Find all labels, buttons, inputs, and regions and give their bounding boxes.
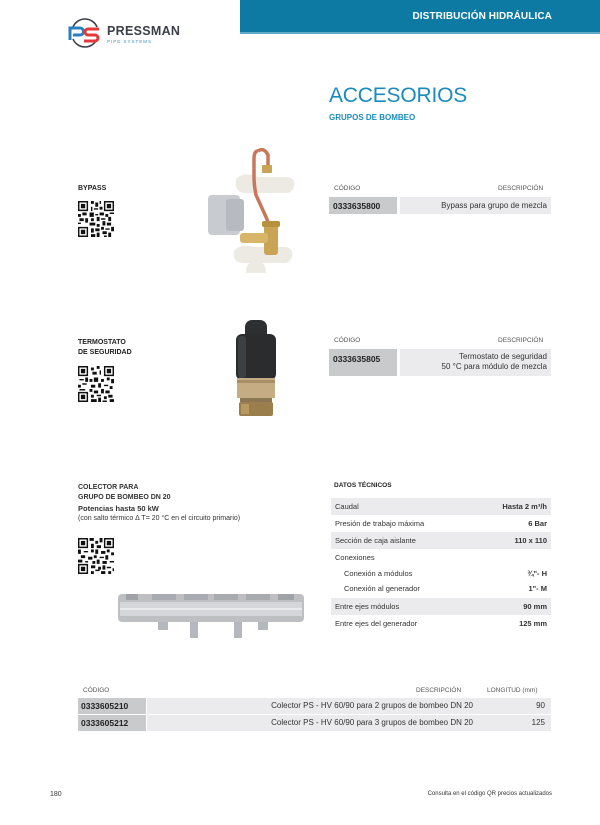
- qr-code-icon[interactable]: [78, 538, 114, 574]
- code-column-header: CÓDIGO: [334, 337, 361, 344]
- tech-data-label: Conexión a módulos: [344, 569, 413, 578]
- tech-data-label: Sección de caja aislante: [335, 536, 416, 545]
- collector-power: Potencias hasta 50 kW: [78, 504, 159, 513]
- bypass-label: BYPASS: [78, 185, 107, 192]
- thermostat-label-line2: DE SEGURIDAD: [78, 349, 132, 356]
- description-column-header: DESCRIPCIÓN: [416, 687, 462, 694]
- tech-data-row: [331, 549, 551, 566]
- product-code: 0333635800: [329, 197, 397, 214]
- tech-data-label: Entre ejes módulos: [335, 602, 400, 611]
- thermostat-image: [226, 318, 286, 420]
- tech-data-label: Caudal: [335, 502, 359, 511]
- tech-data-title: DATOS TÉCNICOS: [334, 482, 392, 489]
- page-subtitle: GRUPOS DE BOMBEO: [329, 113, 416, 122]
- code-column-header: CÓDIGO: [334, 185, 361, 192]
- collector-label-line2: GRUPO DE BOMBEO DN 20: [78, 494, 171, 501]
- brand-name: PRESSMAN: [107, 24, 181, 38]
- section-title: DISTRIBUCIÓN HIDRÁULICA: [412, 11, 552, 22]
- tech-data-value: ¾"- H: [527, 569, 547, 578]
- tech-data-value: 110 x 110: [514, 536, 547, 545]
- product-description: Colector PS - HV 60/90 para 2 grupos de bombeo DN 20: [271, 701, 473, 710]
- thermostat-label-line1: TERMOSTATO: [78, 339, 126, 346]
- tech-data-label: Conexión al generador: [344, 584, 420, 593]
- description-line1: Termostato de seguridad: [458, 352, 547, 361]
- tech-data-row: [331, 598, 551, 615]
- tech-data-value: 6 Bar: [528, 519, 547, 528]
- code-column-header: CÓDIGO: [83, 687, 110, 694]
- tech-data-row: [331, 615, 551, 632]
- section-header-bar: [240, 0, 600, 34]
- product-description: Bypass para grupo de mezcla: [400, 197, 551, 214]
- product-description: Colector PS - HV 60/90 para 3 grupos de bombeo DN 20: [271, 718, 473, 727]
- qr-code-icon[interactable]: [78, 201, 114, 237]
- tech-data-row: [331, 580, 551, 597]
- ps-logo-icon: [67, 18, 103, 48]
- collector-description: [78, 483, 240, 524]
- table-row: [147, 715, 551, 731]
- collector-note: (con salto térmico Δ T= 20 °C en el circuito primario): [78, 515, 241, 522]
- tech-data-value: 90 mm: [523, 602, 547, 611]
- product-description: [400, 349, 551, 376]
- product-length: 125: [531, 718, 545, 727]
- brand-tagline: PIPE SYSTEMS: [107, 39, 153, 44]
- tech-data-label: Entre ejes del generador: [335, 619, 418, 628]
- tech-data-row: [331, 515, 551, 532]
- tech-data-row: [331, 498, 551, 515]
- tech-data-value: 125 mm: [519, 619, 547, 628]
- collector-label-line1: COLECTOR PARA: [78, 484, 139, 491]
- product-code: 0333605212: [78, 715, 146, 731]
- thermostat-label: [78, 338, 132, 358]
- description-line2: 50 °C para módulo de mezcla: [441, 362, 547, 371]
- product-code: 0333635805: [329, 349, 397, 376]
- tech-data-value: 1"- M: [528, 584, 547, 593]
- description-column-header: DESCRIPCIÓN: [498, 185, 544, 192]
- description-column-header: DESCRIPCIÓN: [498, 337, 544, 344]
- pressman-logo: [67, 18, 197, 48]
- product-length: 90: [536, 701, 545, 710]
- tech-data-row: [331, 532, 551, 549]
- tech-data-label: Presión de trabajo máxima: [335, 519, 425, 528]
- tech-data-label: Conexiones: [335, 553, 375, 562]
- qr-code-icon[interactable]: [78, 366, 114, 402]
- collector-manifold-image: [116, 588, 306, 643]
- footer-note: Consulta en el código QR precios actualizados: [427, 791, 552, 797]
- bypass-valve-image: [196, 143, 306, 283]
- page-number: 180: [50, 791, 62, 798]
- tech-data-value: Hasta 2 m³/h: [502, 502, 547, 511]
- table-row: [147, 698, 551, 714]
- page-title: ACCESORIOS: [329, 84, 468, 107]
- product-code: 0333605210: [78, 698, 146, 714]
- length-column-header: LONGITUD (mm): [487, 687, 538, 694]
